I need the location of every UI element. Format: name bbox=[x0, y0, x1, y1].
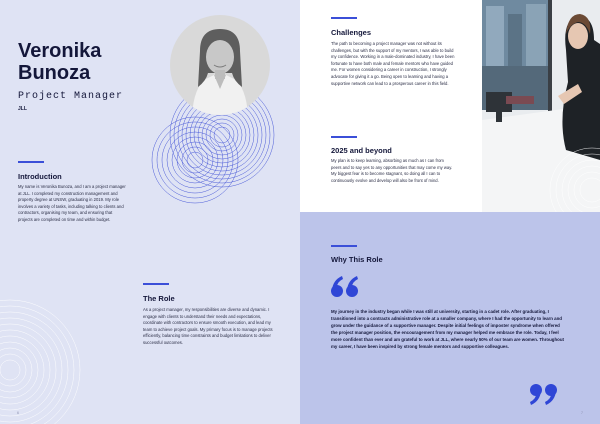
beyond-accent-line bbox=[331, 136, 357, 138]
portrait-photo bbox=[170, 15, 270, 115]
why-quote-text: My journey in the industry began while I was still at university, starting in a cadet role. After graduating, I transitioned into a contracts administrative role at a smaller company, where I had the opportunity to learn and grow under the guidance of a supportive manager. Despite initial feelings of imposter syndrome when offered the project manager position, the encouragement from my manager helped me embrace the role. Today, I feel more confident than ever and am grateful to work at JLL, where nearly 50% of our team are women. Throughout my career, I have been inspired by strong female mentors and supportive colleagues. bbox=[331, 309, 564, 349]
page-number-left: 6 bbox=[17, 411, 19, 415]
introduction-heading: Introduction bbox=[18, 172, 62, 181]
first-name: Veronika bbox=[18, 40, 102, 62]
open-quote-icon bbox=[331, 276, 359, 298]
role-heading: The Role bbox=[143, 294, 175, 303]
close-quote-icon bbox=[529, 383, 557, 405]
office-photo bbox=[482, 0, 600, 212]
why-heading: Why This Role bbox=[331, 255, 383, 264]
person-name bbox=[18, 40, 101, 84]
role-accent-line bbox=[143, 283, 169, 285]
last-name: Bunoza bbox=[18, 62, 91, 84]
why-accent-line bbox=[331, 245, 357, 247]
introduction-accent-line bbox=[18, 161, 44, 163]
challenges-heading: Challenges bbox=[331, 28, 372, 37]
introduction-text: My name is Veronika Bunoza, and I am a project manager at JLL. I completed my construction management and property degree at UNSW, graduating in 2019. My role involves a variety of tasks, including talking to clients and contractors, organising my team, and ensuring that projects are completed on time and within budget. bbox=[18, 184, 126, 222]
challenges-text: The path to becoming a project manager was not without its challenges, but with the support of my mentors, I was able to build my confidence. Working in a male-dominated industry, I have been fortunate to have both male and female mentors who have guided me. For women considering a career in construction, I strongly advocate for giving it a go. Being open to learning and having a supportive network can lead to a prosperous career in this field. bbox=[331, 41, 455, 86]
company-name: JLL bbox=[18, 106, 27, 112]
page-number-right: 7 bbox=[581, 411, 583, 415]
challenges-accent-line bbox=[331, 17, 357, 19]
corner-spiral-decoration bbox=[0, 290, 90, 424]
job-title: Project Manager bbox=[18, 91, 124, 102]
why-this-role-panel bbox=[300, 212, 600, 424]
role-text: As a project manager, my responsibilities are diverse and dynamic. I engage with clients to understand their needs and expectations, coordinate with contractors to ensure smooth execution, and lead my team to achieve project goals. My primary focus is to manage projects efficiently, balancing time constraints and budget limitations to deliver successful outcomes. bbox=[143, 307, 273, 345]
beyond-text: My plan is to keep learning, absorbing as much as I can from peers and to say yes to any opportunities that may come my way. My biggest fear is to become stagnant, so doing all I can to continuously evolve and develop will also be front of mind. bbox=[331, 158, 453, 183]
beyond-heading: 2025 and beyond bbox=[331, 146, 392, 155]
